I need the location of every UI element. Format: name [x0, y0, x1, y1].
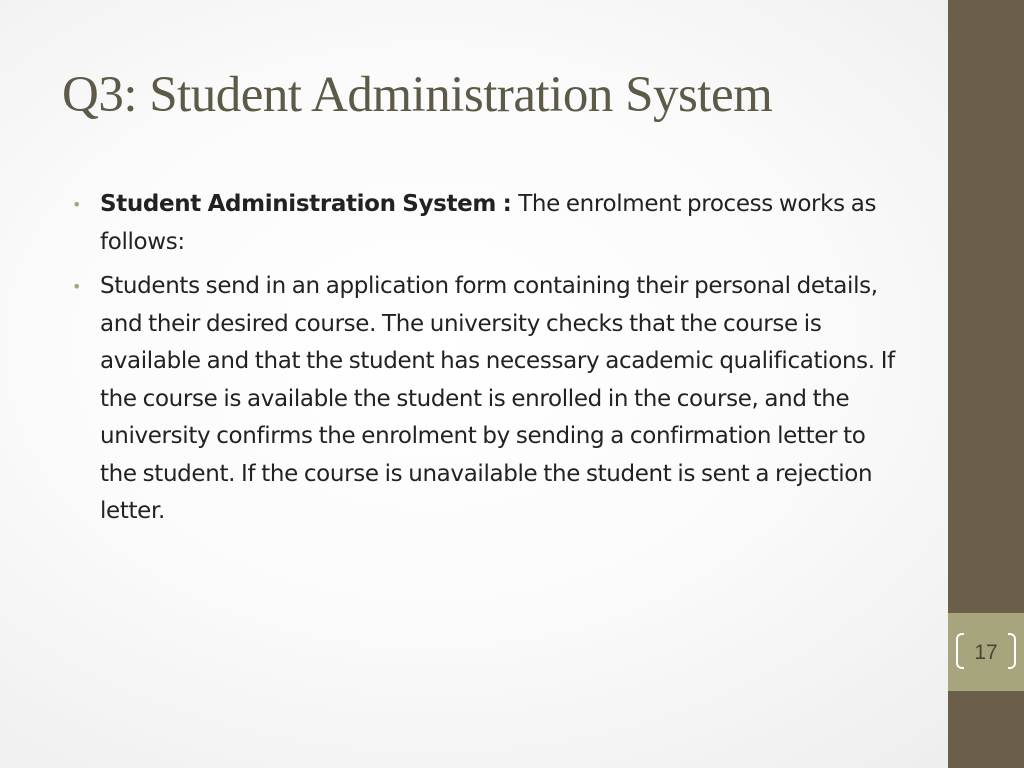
bullet-list: [72, 186, 902, 538]
bullet-dot-icon: •: [72, 277, 82, 296]
slide-title: Q3: Student Administration System: [62, 67, 773, 123]
bullet-item: [72, 268, 902, 531]
right-bracket-icon: [1008, 633, 1016, 669]
bullet-dot-icon: •: [72, 195, 82, 214]
bullet-text: Students send in an application form containing their personal details, and their desired course. The university checks that the course is available and that the student has necessary academic qualifications. If the course is available the student is enrolled in the course, and the university confirms the enrolment by sending a confirmation letter to the student. If the course is unavailable the student is sent a rejection letter.: [100, 273, 895, 524]
bullet-heading: Student Administration System :: [100, 191, 519, 217]
bullet-item: [72, 186, 902, 261]
page-number: 17: [974, 641, 998, 664]
page-number-box: [948, 613, 1024, 691]
bullet-text: The enrolment process works as follows:: [100, 191, 877, 255]
